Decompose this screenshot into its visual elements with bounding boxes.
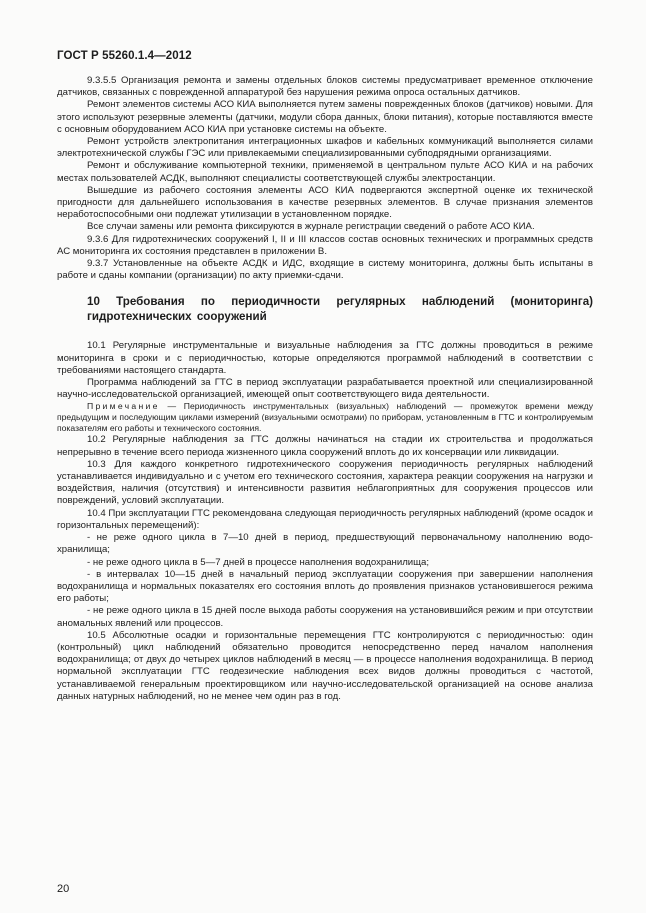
- paragraph-9-3-7: 9.3.7 Установленные на объекте АСДК и ИДС, входящие в систему мониторинга, должны быть испытаны в работе и сданы компании (организации) по акту приемки-сдачи.: [57, 258, 593, 282]
- paragraph-9-3-6: 9.3.6 Для гидротехнических сооружений I, II и III классов состав основных технических и программных средств АС мониторинга их состояния представлен в приложении В.: [57, 233, 593, 257]
- list-item: - не реже одного цикла в 15 дней после выхода работы сооружения на установившийся режим и при отсутствии аномальных явлений или процессов.: [57, 605, 593, 629]
- note-text: — Периодичность инструментальных (визуальных) наблюдений — промежуток времени между предыдущим и последующим циклами измерений (визуальными осмотрами) по приборам, установленным в ГТС и контролируемым показателям его работы и технического состояния.: [57, 401, 593, 434]
- paragraph-10-4: 10.4 При эксплуатации ГТС рекомендована следующая периодичность регулярных наблюдений (кроме осадок и горизонтальных перемещений):: [57, 507, 593, 531]
- note-label: Примечание: [87, 401, 160, 412]
- paragraph-power-repair: Ремонт устройств электропитания интеграционных шкафов и кабельных коммуникаций выполняется силами электротехнической службы ГЭС или привлекаемыми специализированными субподрядными организациями.: [57, 136, 593, 160]
- document-header: ГОСТ Р 55260.1.4—2012: [57, 50, 192, 62]
- list-item: - не реже одного цикла в 5—7 дней в процессе наполнения водохранилища;: [87, 556, 430, 568]
- paragraph-computer-repair: Ремонт и обслуживание компьютерной техники, применяемой в центральном пульте АСО КИА и на рабочих местах пользователей АСДК, выполняют специалисты соответствующей службы электростанции.: [57, 160, 593, 184]
- paragraph-9-3-5-5: 9.3.5.5 Организация ремонта и замены отдельных блоков системы предусматривает временное отключение датчиков, связанных с поврежденной аппаратурой без нарушения режима опроса остальных датчиков.: [57, 75, 593, 99]
- paragraph-10-5: 10.5 Абсолютные осадки и горизонтальные перемещения ГТС контролируются с периодичностью: один (контрольный) цикл наблюдений обязательно проводится непосредственно перед началом наполнения водохранилища; от двух до четырех циклов наблюдений в месяц — в процессе наполнения водохранилища. В период нормальной эксплуатации ГТС геодезические наблюдения всех видов должны проводиться с частотой, устанавливаемой генеральным проектировщиком или научно-исследовательской организацией на основе анализа данных натурных наблюдений, но не менее чем один раз в год.: [57, 629, 593, 702]
- paragraph-failed-elements: Вышедшие из рабочего состояния элементы АСО КИА подвергаются экспертной оценке их технической пригодности для дальнейшего использования в качестве резервных элементов. В случае признания элементов неработоспособными они подлежат утилизации в установленном порядке.: [57, 184, 593, 221]
- note: [57, 401, 593, 434]
- paragraph-program: Программа наблюдений за ГТС в период эксплуатации разрабатывается проектной или специализированной научно-исследовательской организацией, имеющей опыт соответствующего вида деятельности.: [57, 377, 593, 401]
- paragraph-10-2: 10.2 Регулярные наблюдения за ГТС должны начинаться на стадии их строительства и продолжаться непрерывно в течение всего периода жизненного цикла сооружений вплоть до их консервации или ликвидации.: [57, 434, 593, 458]
- section-10-title: 10 Требования по периодичности регулярных наблюдений (мониторинга) гидротехнических сооружений: [87, 295, 593, 324]
- list-item: - не реже одного цикла в 7—10 дней в период, предшествующий первоначальному наполнению водохранилища;: [57, 532, 593, 556]
- paragraph-repair-elements: Ремонт элементов системы АСО КИА выполняется путем замены поврежденных блоков (датчиков) новыми. Для этого используют резервные элементы (датчики, модули сбора данных, блоки питания), которые поставляются вместе с основным оборудованием АСО КИА при установке системы на объекте.: [57, 99, 593, 135]
- list-item: - в интервалах 10—15 дней в начальный период эксплуатации сооружения при завершении наполнения водохранилища и нормальных показателях его состояния вплоть до проявления признаков установившегося режима его работы;: [57, 568, 593, 605]
- document-body: [57, 75, 593, 703]
- paragraph-journal: Все случаи замены или ремонта фиксируются в журнале регистрации сведений о работе АСО КИА.: [87, 221, 535, 233]
- paragraph-10-3: 10.3 Для каждого конкретного гидротехнического сооружения периодичность регулярных наблюдений устанавливается индивидуально и с учетом его технического состояния, характера реакции сооружения на нагрузки и воздействия, наличия (отсутствия) и интенсивности развития неблагоприятных для сооружения процессов или повреждений, условий эксплуатации.: [57, 458, 593, 507]
- page-number: 20: [57, 883, 70, 895]
- paragraph-10-1: 10.1 Регулярные инструментальные и визуальные наблюдения за ГТС должны проводиться в режиме мониторинга в сроки и с периодичностью, которые определяются программой наблюдений в соответствии с требованиями настоящего стандарта.: [57, 340, 593, 376]
